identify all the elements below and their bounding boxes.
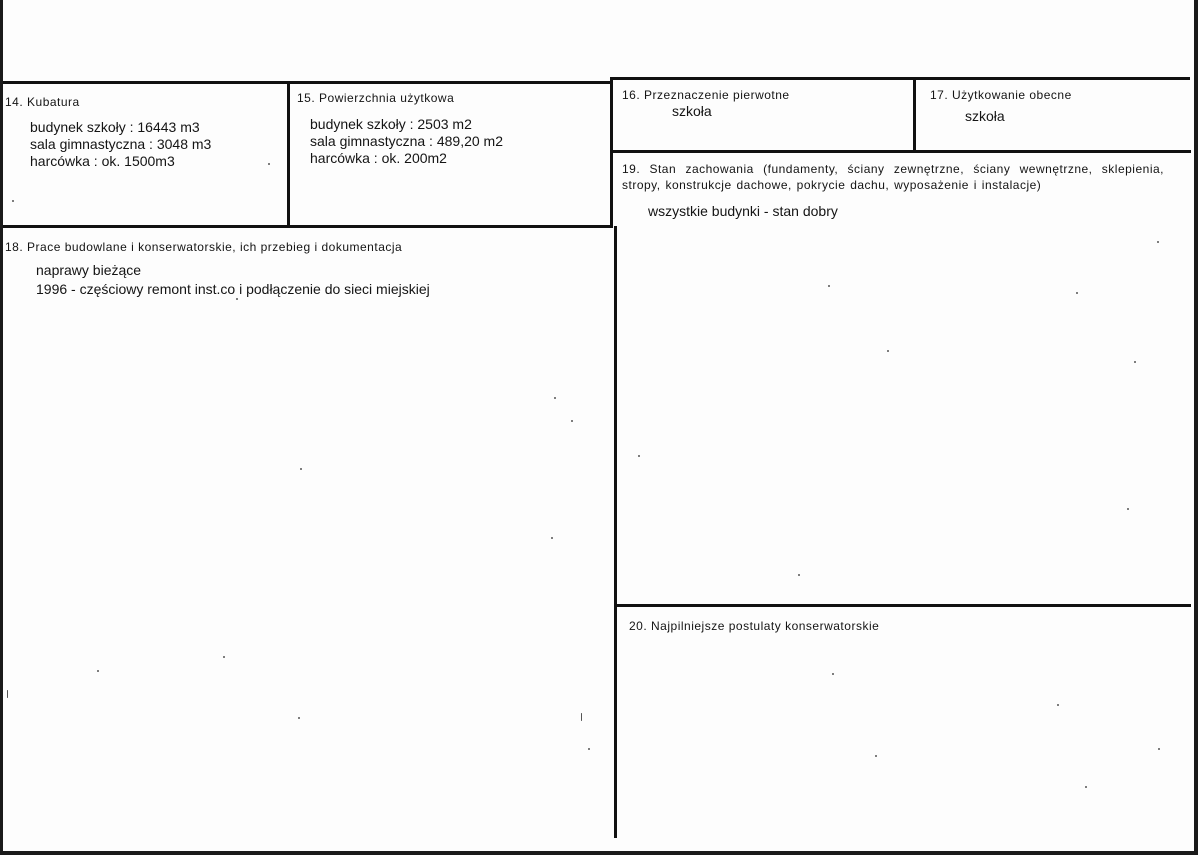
field-18-line: 1996 - częściowy remont inst.co i podłączenie do sieci miejskiej xyxy=(36,281,430,297)
scan-speck xyxy=(832,673,834,675)
field-15-label: 15. Powierzchnia użytkowa xyxy=(297,91,455,105)
divider-vertical-14-15 xyxy=(287,82,290,227)
field-19-value: wszystkie budynki - stan dobry xyxy=(648,203,838,219)
scan-speck xyxy=(236,298,238,300)
scan-speck xyxy=(828,285,830,287)
field-18-content xyxy=(36,262,430,298)
scan-speck xyxy=(1134,361,1136,363)
divider-vertical-main xyxy=(610,78,613,228)
scan-speck xyxy=(875,755,877,757)
divider-above-20 xyxy=(615,604,1191,607)
scan-speck xyxy=(12,200,14,202)
field-15-line: sala gimnastyczna : 489,20 m2 xyxy=(310,133,503,149)
field-15-line: budynek szkoły : 2503 m2 xyxy=(310,116,472,132)
card-border-right xyxy=(1194,0,1198,855)
scan-speck xyxy=(638,455,640,457)
scan-speck xyxy=(554,397,556,399)
scan-speck xyxy=(223,656,225,658)
field-20-label: 20. Najpilniejsze postulaty konserwatorskie xyxy=(629,619,880,633)
divider-top-left xyxy=(3,81,613,84)
scan-speck xyxy=(1157,241,1159,243)
divider-above-19 xyxy=(611,150,1191,153)
field-14-content xyxy=(30,119,211,170)
card-border-bottom xyxy=(0,851,1198,855)
scan-speck xyxy=(571,420,573,422)
scan-speck xyxy=(1057,704,1059,706)
field-18-line: naprawy bieżące xyxy=(36,262,142,278)
scan-speck xyxy=(1127,508,1129,510)
divider-above-18 xyxy=(3,225,613,228)
scan-speck xyxy=(1076,292,1078,294)
scan-speck xyxy=(887,350,889,352)
scan-speck xyxy=(7,690,8,698)
scan-speck xyxy=(581,713,582,721)
field-17-label: 17. Użytkowanie obecne xyxy=(930,88,1072,102)
field-14-line: harcówka : ok. 1500m3 xyxy=(30,153,175,169)
field-14-line: budynek szkoły : 16443 m3 xyxy=(30,119,200,135)
field-15-content xyxy=(310,116,503,167)
field-16-label: 16. Przeznaczenie pierwotne xyxy=(622,88,790,102)
scan-speck xyxy=(1158,748,1160,750)
divider-vertical-main-lower xyxy=(614,226,617,838)
field-16-value: szkoła xyxy=(672,103,712,119)
scan-speck xyxy=(300,468,302,470)
field-17-value: szkoła xyxy=(965,108,1005,124)
divider-vertical-16-17 xyxy=(913,78,916,151)
field-14-line: sala gimnastyczna : 3048 m3 xyxy=(30,136,212,152)
scan-speck xyxy=(798,574,800,576)
field-15-line: harcówka : ok. 200m2 xyxy=(310,150,447,166)
field-19-label: 19. Stan zachowania (fundamenty, ściany zewnętrzne, ściany wewnętrzne, sklepienia, stropy, konstrukcje dachowe, pokrycie dachu, wyposażenie i instalacje) xyxy=(622,162,1164,192)
scan-speck xyxy=(1085,786,1087,788)
scan-speck xyxy=(588,748,590,750)
scan-speck xyxy=(551,537,553,539)
divider-top-right xyxy=(610,77,1190,80)
field-18-label: 18. Prace budowlane i konserwatorskie, ich przebieg i dokumentacja xyxy=(5,240,403,254)
scan-speck xyxy=(298,717,300,719)
field-14-label: 14. Kubatura xyxy=(5,95,80,109)
card-border-left xyxy=(0,0,3,855)
scan-speck xyxy=(268,163,270,165)
scan-speck xyxy=(97,670,99,672)
